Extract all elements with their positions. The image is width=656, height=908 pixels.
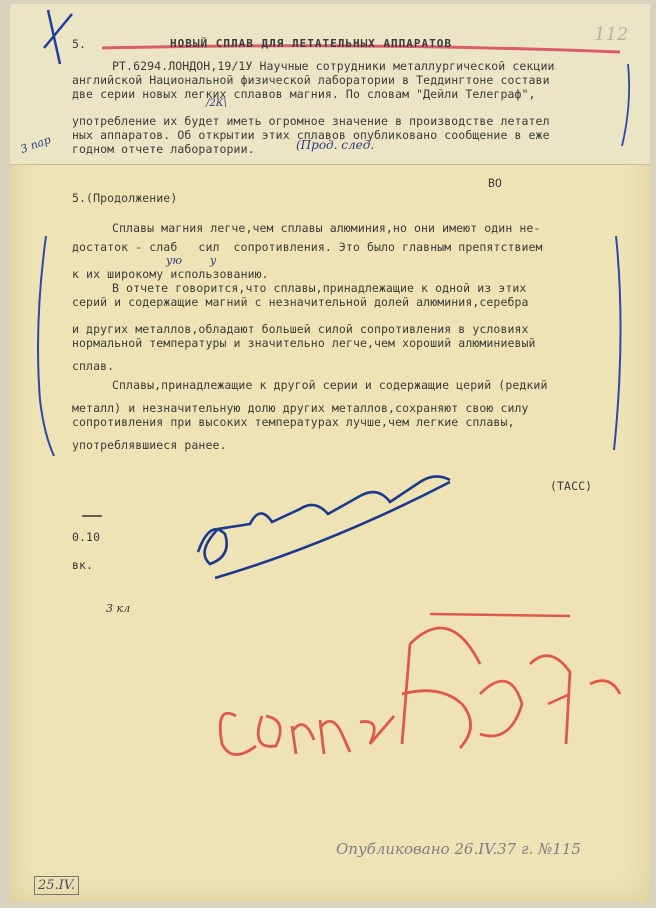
handwritten-insert: у (210, 254, 217, 267)
text-line: В отчете говорится,что сплавы,принадлежащие к одной из этих (112, 281, 527, 295)
text-line: РТ.6294.ЛОНДОН,19/1У Научные сотрудники металлургической секции (112, 59, 555, 73)
text-line: ных аппаратов. Об открытии этих сплавов опубликовано сообщение в еже (72, 128, 550, 142)
time-code: 0.10 (72, 530, 101, 544)
handwritten-correction: /2К\ (206, 98, 227, 109)
text-line: употребление их будет иметь огромное значение в производстве летател (72, 114, 550, 128)
text-line: сплав. (72, 359, 115, 373)
text-line: серий и содержащие магний с незначительной долей алюминия,серебра (72, 295, 529, 309)
page-number: 112 (594, 24, 629, 45)
operator-code: вк. (72, 558, 94, 572)
code-vo: ВО (488, 176, 503, 190)
text-line: к их широкому использованию. (72, 267, 269, 281)
text-line: годном отчете лаборатории. (72, 142, 255, 156)
text-line: английской Национальной физической лаборатории в Теддингтоне состави (72, 73, 550, 87)
item-number: 5. (72, 37, 87, 51)
handwritten-insert: ую (166, 254, 183, 267)
text-line: сопротивления при высоких температурах лучше,чем легкие сплавы, (72, 415, 515, 429)
margin-note: 3 пар (18, 133, 53, 156)
corner-date: 25.IV. (34, 876, 79, 895)
text-line: две серии новых легких сплавов магния. По словам "Дейли Телеграф", (72, 87, 536, 101)
text-line: Сплавы магния легче,чем сплавы алюминия,но они имеют один не- (112, 221, 541, 235)
publication-note: Опубликовано 26.IV.37 г. №115 (336, 840, 581, 858)
text-line: нормальной температуры и значительно легче,чем хороший алюминиевый (72, 336, 536, 350)
handwritten-continuation: (Прод. след. (296, 138, 375, 152)
agency-tass: (ТАСС) (550, 479, 593, 493)
document-sheet (10, 4, 650, 902)
text-line: достаток - слаб сил сопротивления. Это было главным препятствием (72, 240, 543, 254)
small-note: 3 кл (106, 602, 131, 615)
text-line: и других металлов,обладают большей силой сопротивления в условиях (72, 322, 529, 336)
article-title: НОВЫЙ СПЛАВ ДЛЯ ЛЕТАТЕЛЬНЫХ АППАРАТОВ (170, 37, 453, 50)
continuation-heading: 5.(Продолжение) (72, 191, 178, 205)
text-line: металл) и незначительную долю других металлов,сохраняют свою силу (72, 401, 529, 415)
text-line: употреблявшиеся ранее. (72, 438, 227, 452)
text-line: Сплавы,принадлежащие к другой серии и содержащие церий (редкий (112, 378, 548, 392)
